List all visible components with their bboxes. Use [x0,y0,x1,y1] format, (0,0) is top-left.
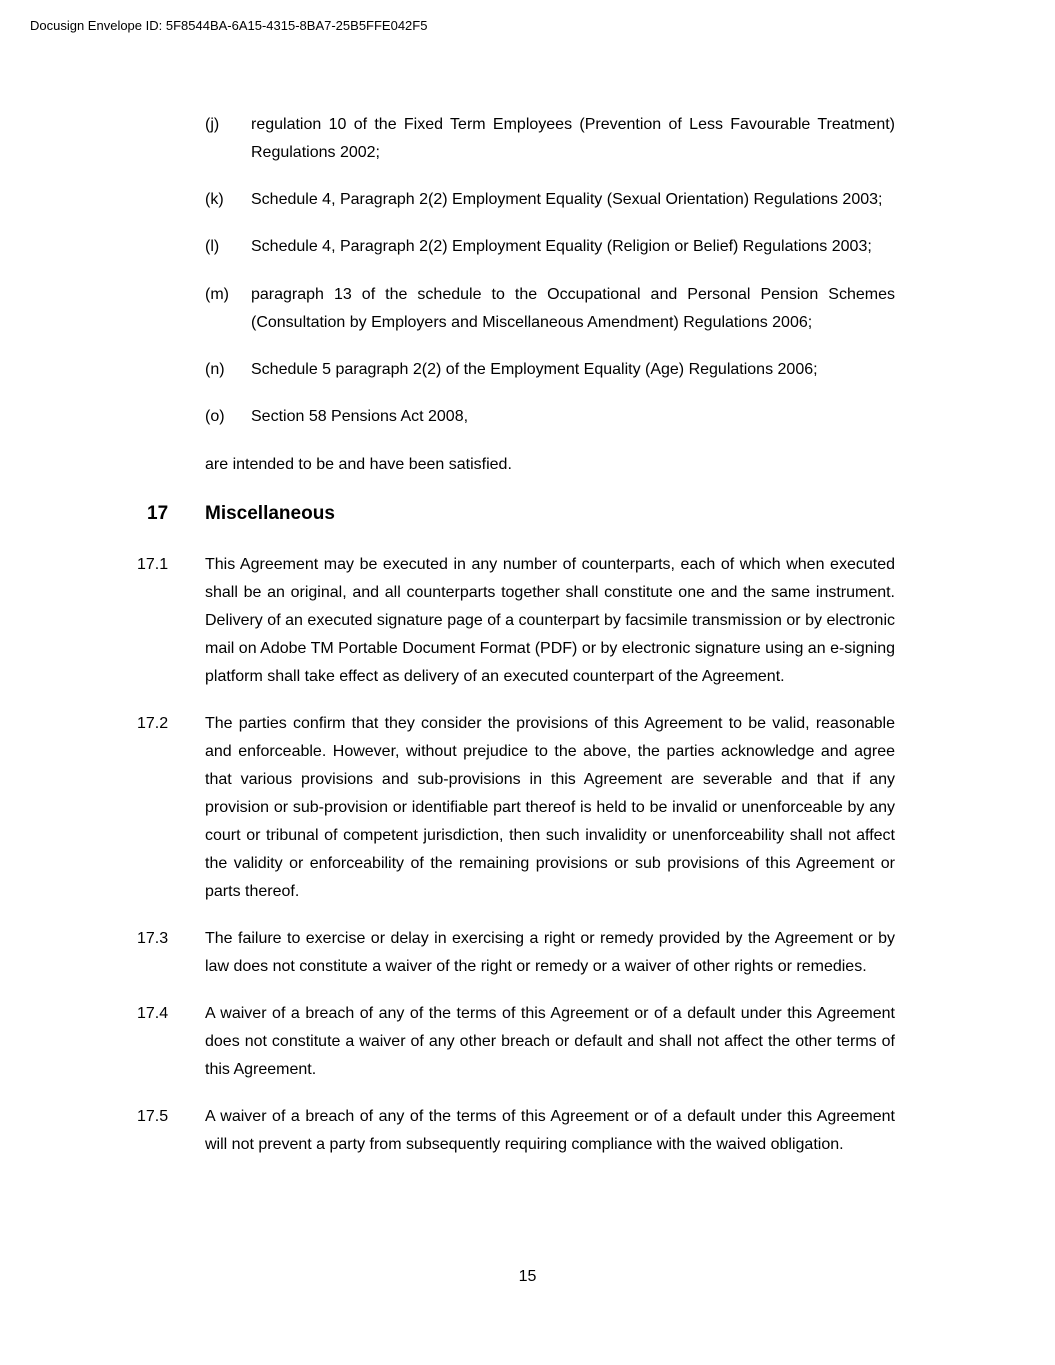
clause-17-1 [137,551,895,691]
list-item-label: (n) [205,361,225,378]
list-item-label: (m) [205,286,229,303]
clause-text: This Agreement may be executed in any number of counterparts, each of which when executed shall be an original, and all counterparts together shall constitute one and the same instrument. Delivery of an executed signature page of a counterpart by facsimile transmission or by electronic mail on Adobe TM Portable Document Format (PDF) or by electronic signature using an e-signing platform shall take effect as delivery of an executed counterpart of the Agreement. [205,556,895,685]
clause-number: 17.3 [137,930,169,947]
clause-17-2 [137,710,895,906]
page-number: 15 [518,1268,537,1285]
list-item-label: (j) [205,116,220,133]
list-item-text: Section 58 Pensions Act 2008, [251,408,469,425]
list-item-k [205,186,895,214]
list-item-l [205,233,895,261]
section-number: 17 [147,503,169,524]
envelope-id-header: Docusign Envelope ID: 5F8544BA-6A15-4315-8BA7-25B5FFE042F5 [30,18,428,33]
clause-number: 17.5 [137,1108,169,1125]
list-item-o [205,403,895,431]
clause-number: 17.1 [137,556,169,573]
closing-text: are intended to be and have been satisfied. [205,456,512,473]
list-item-text: regulation 10 of the Fixed Term Employees (Prevention of Less Favourable Treatment) Regulations 2002; [251,116,895,161]
clause-text: A waiver of a breach of any of the terms of this Agreement or of a default under this Agreement does not constitute a waiver of any other breach or default and shall not affect the other terms of this Agreement. [205,1005,895,1078]
clause-17-3 [137,925,895,981]
clause-text: The parties confirm that they consider the provisions of this Agreement to be valid, reasonable and enforceable. However, without prejudice to the above, the parties acknowledge and agree that various provisions and sub-provisions in this Agreement are severable and that if any provision or sub-provision or identifiable part thereof is held to be invalid or unenforceable by any court or tribunal of competent jurisdiction, then such invalidity or unenforceability shall not affect the validity or enforceability of the remaining provisions or sub provisions of this Agreement or parts thereof. [205,715,895,900]
list-item-text: Schedule 5 paragraph 2(2) of the Employment Equality (Age) Regulations 2006; [251,361,818,378]
clause-text: The failure to exercise or delay in exercising a right or remedy provided by the Agreement or by law does not constitute a waiver of the right or remedy or a waiver of other rights or remedies. [205,930,895,975]
clause-17-4 [137,1000,895,1084]
clause-text: A waiver of a breach of any of the terms of this Agreement or of a default under this Agreement will not prevent a party from subsequently requiring compliance with the waived obligation. [205,1108,895,1153]
list-item-label: (l) [205,238,220,255]
list-item-text: Schedule 4, Paragraph 2(2) Employment Equality (Sexual Orientation) Regulations 2003; [251,191,883,208]
clause-number: 17.2 [137,715,169,732]
clause-17-5 [137,1103,895,1159]
list-item-n [205,356,895,384]
list-item-text: Schedule 4, Paragraph 2(2) Employment Equality (Religion or Belief) Regulations 2003; [251,238,872,255]
list-item-j [205,111,895,167]
list-item-label: (o) [205,408,225,425]
list-item-text: paragraph 13 of the schedule to the Occupational and Personal Pension Schemes (Consultation by Employers and Miscellaneous Amendment) Regulations 2006; [251,286,895,331]
section-title: Miscellaneous [205,503,335,524]
clause-number: 17.4 [137,1005,169,1022]
list-item-label: (k) [205,191,224,208]
list-item-m [205,281,895,337]
